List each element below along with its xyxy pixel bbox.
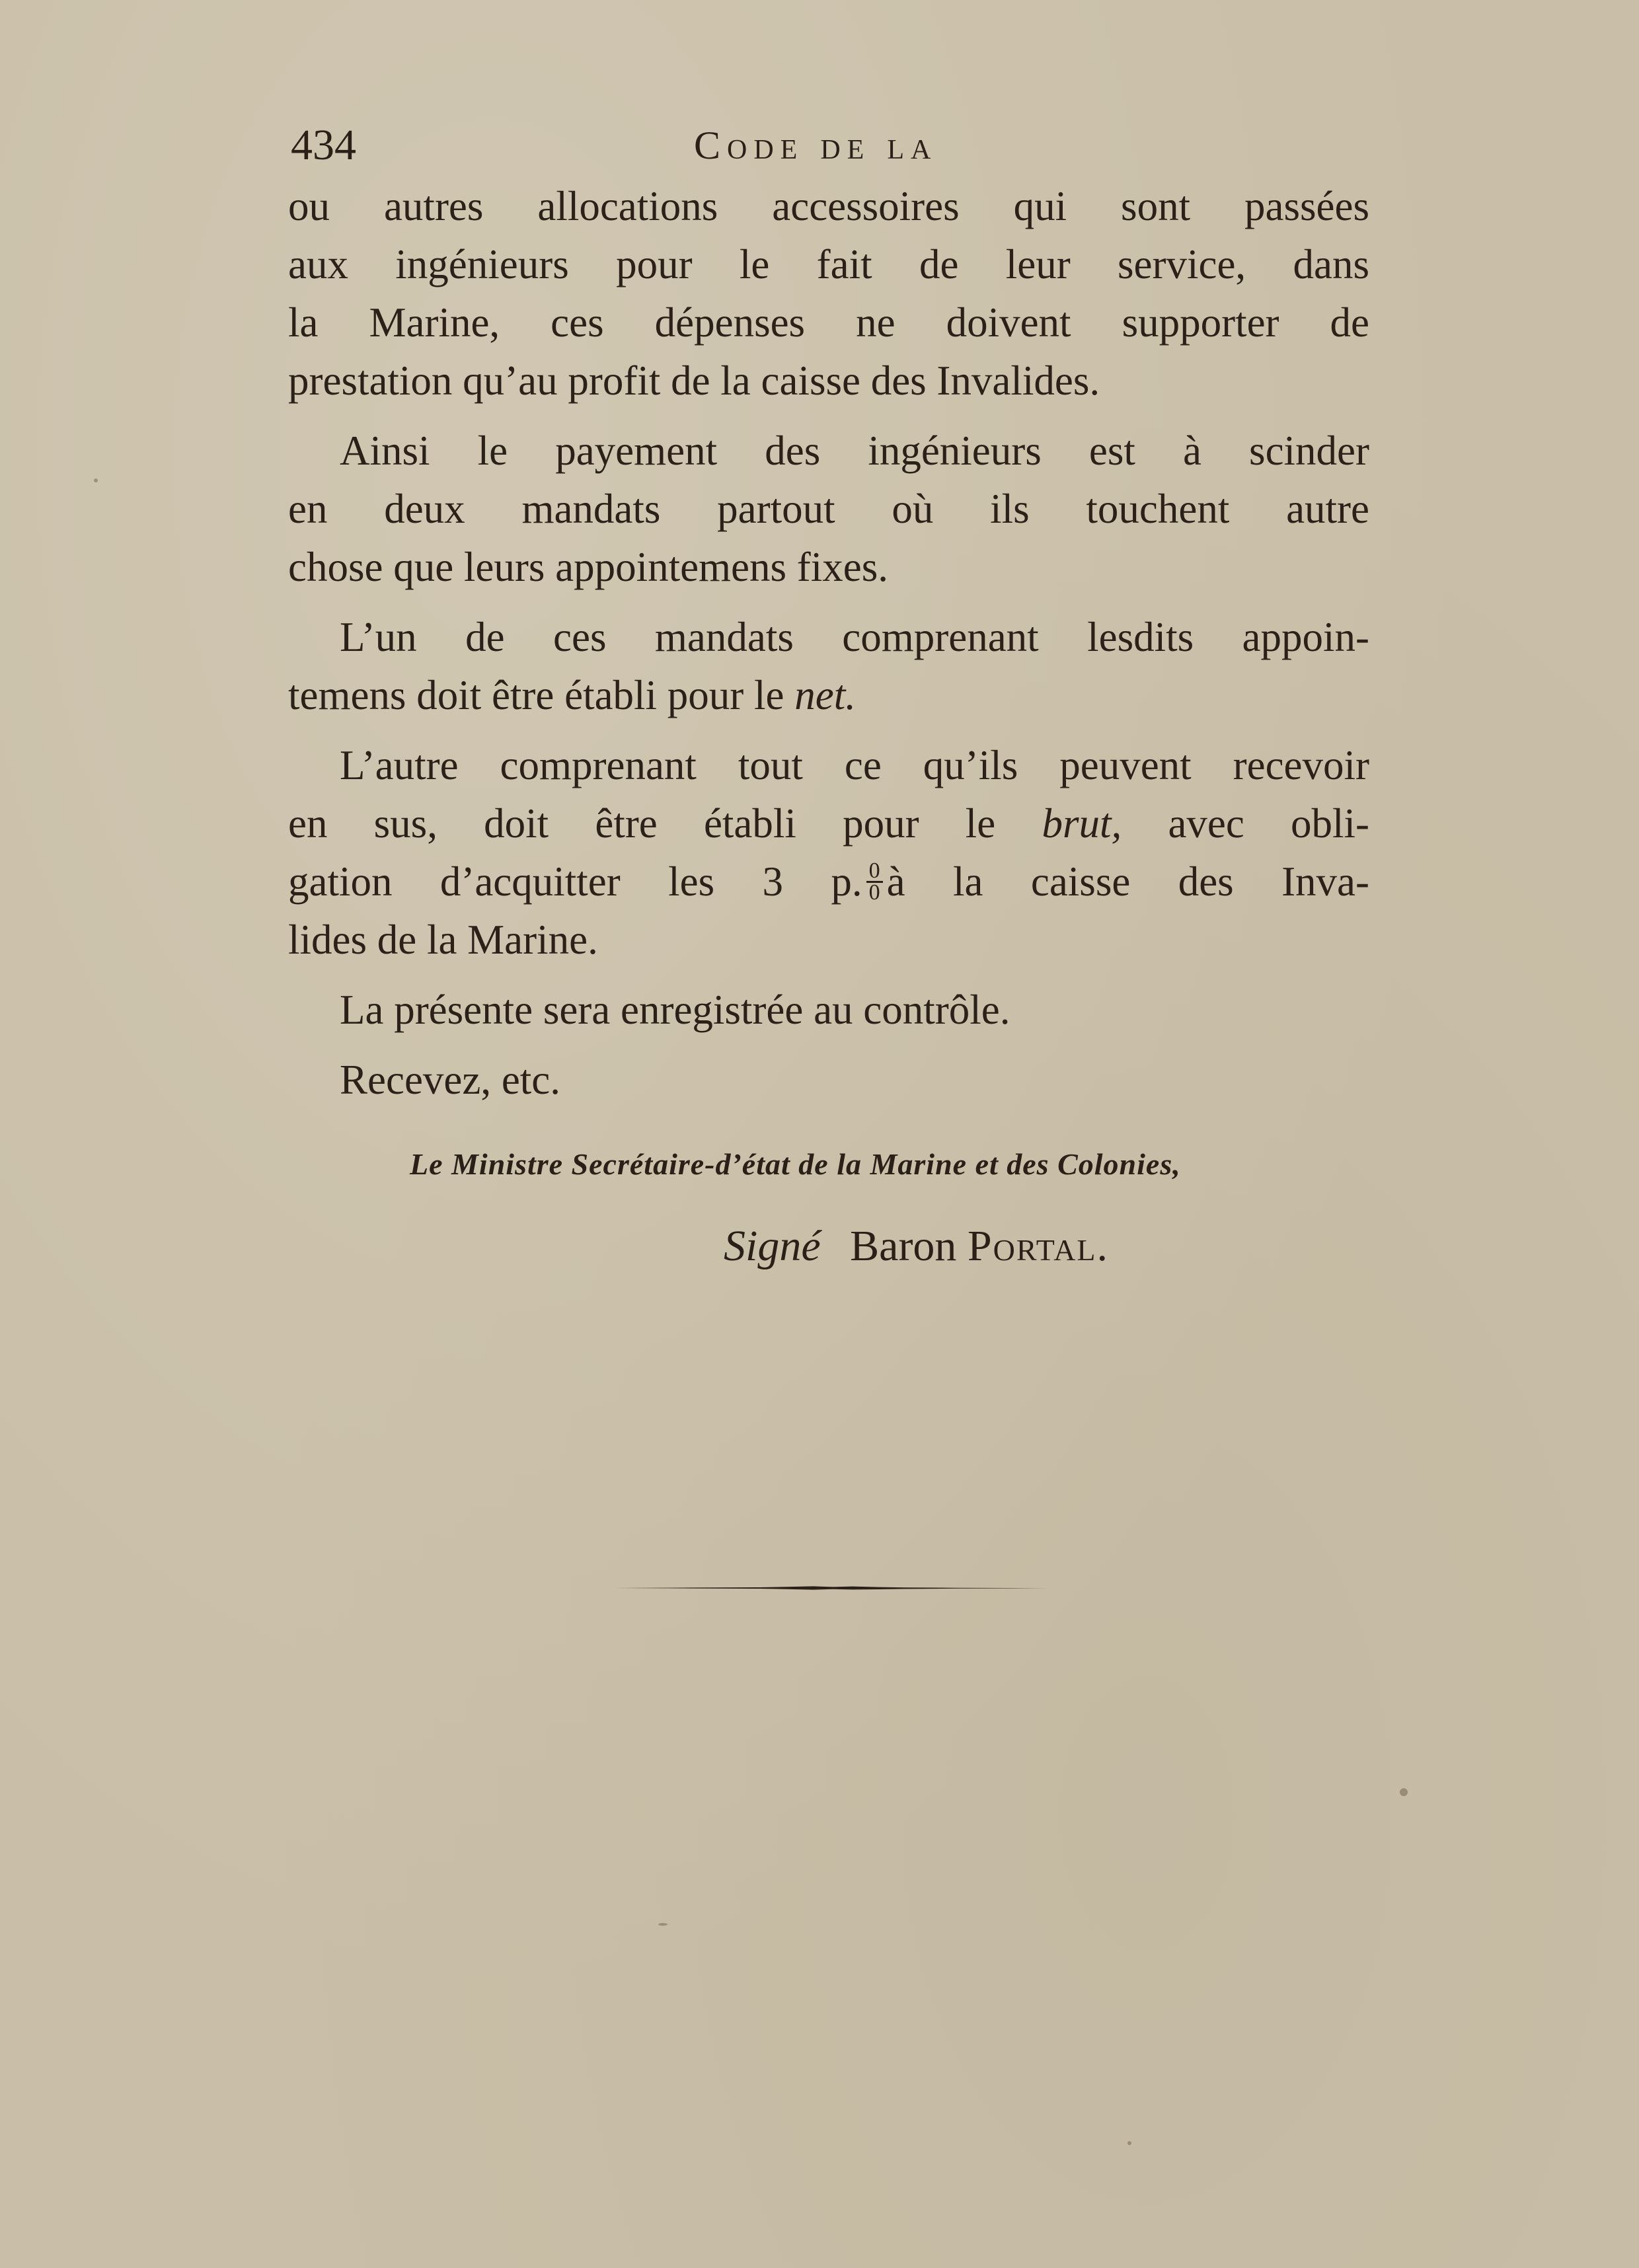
text-line-compound: [288, 666, 1369, 724]
text-line: L’autre comprenant tout ce qu’ils peuvent recevoir: [340, 742, 1369, 788]
paper-speck: [658, 1923, 667, 1926]
paragraph-gap: [288, 596, 1369, 608]
text-line: Recevez, etc.: [340, 1057, 561, 1103]
text-line-compound: [288, 852, 1369, 911]
percent-fraction: [866, 858, 883, 905]
paragraph-gap: [288, 1039, 1369, 1051]
signature-role: Le Ministre Secrétaire-d’état de la Marine et des Colonies,: [410, 1147, 1181, 1181]
page-header: [291, 119, 1368, 172]
fraction-numerator: 0: [866, 861, 883, 883]
text-line: la Marine, ces dépenses ne doivent supporter de: [288, 299, 1369, 346]
italic-term-brut: brut,: [1042, 800, 1122, 847]
signatory-name: Portal.: [967, 1222, 1110, 1270]
paper-speck: [94, 478, 98, 482]
page-number: 434: [291, 121, 356, 169]
text-line: ou autres allocations accessoires qui sont passées: [288, 183, 1369, 229]
text-line: en deux mandats partout où ils touchent autre: [288, 486, 1369, 532]
running-head: Code de la: [694, 124, 938, 167]
paper-speck: [1400, 1788, 1408, 1796]
text-line: Ainsi le payement des ingénieurs est à scinder: [340, 428, 1369, 474]
paragraph-gap: [288, 410, 1369, 422]
text-segment: gation d’acquitter les 3 p.: [288, 858, 862, 905]
text-segment: avec obli-: [1168, 800, 1370, 847]
text-line: prestation qu’au profit de la caisse des Invalides.: [288, 358, 1100, 404]
fraction-denominator: 0: [868, 880, 880, 905]
paper-speck: [1127, 2141, 1131, 2145]
paragraph-gap: [288, 724, 1369, 736]
body-text: [288, 177, 1369, 1109]
text-line: L’un de ces mandats comprenant lesdits appoin-: [340, 614, 1369, 660]
signature-block: [724, 1221, 1109, 1271]
signatory-title: Baron: [850, 1222, 957, 1270]
paragraph-gap: [288, 969, 1369, 981]
text-line: La présente sera enregistrée au contrôle.: [340, 987, 1010, 1033]
text-line: lides de la Marine.: [288, 917, 598, 963]
text-line: aux ingénieurs pour le fait de leur service, dans: [288, 241, 1369, 287]
text-segment: en sus, doit être établi pour le: [288, 800, 996, 847]
text-line: chose que leurs appointemens fixes.: [288, 544, 888, 590]
closing-rule-ornament: [615, 1585, 1047, 1591]
signed-label: Signé: [724, 1222, 821, 1270]
text-segment: temens doit être établi pour le: [288, 672, 784, 718]
text-line-compound: [288, 794, 1369, 852]
italic-term-net: net.: [794, 672, 856, 718]
text-segment: à la caisse des Inva-: [886, 858, 1369, 905]
